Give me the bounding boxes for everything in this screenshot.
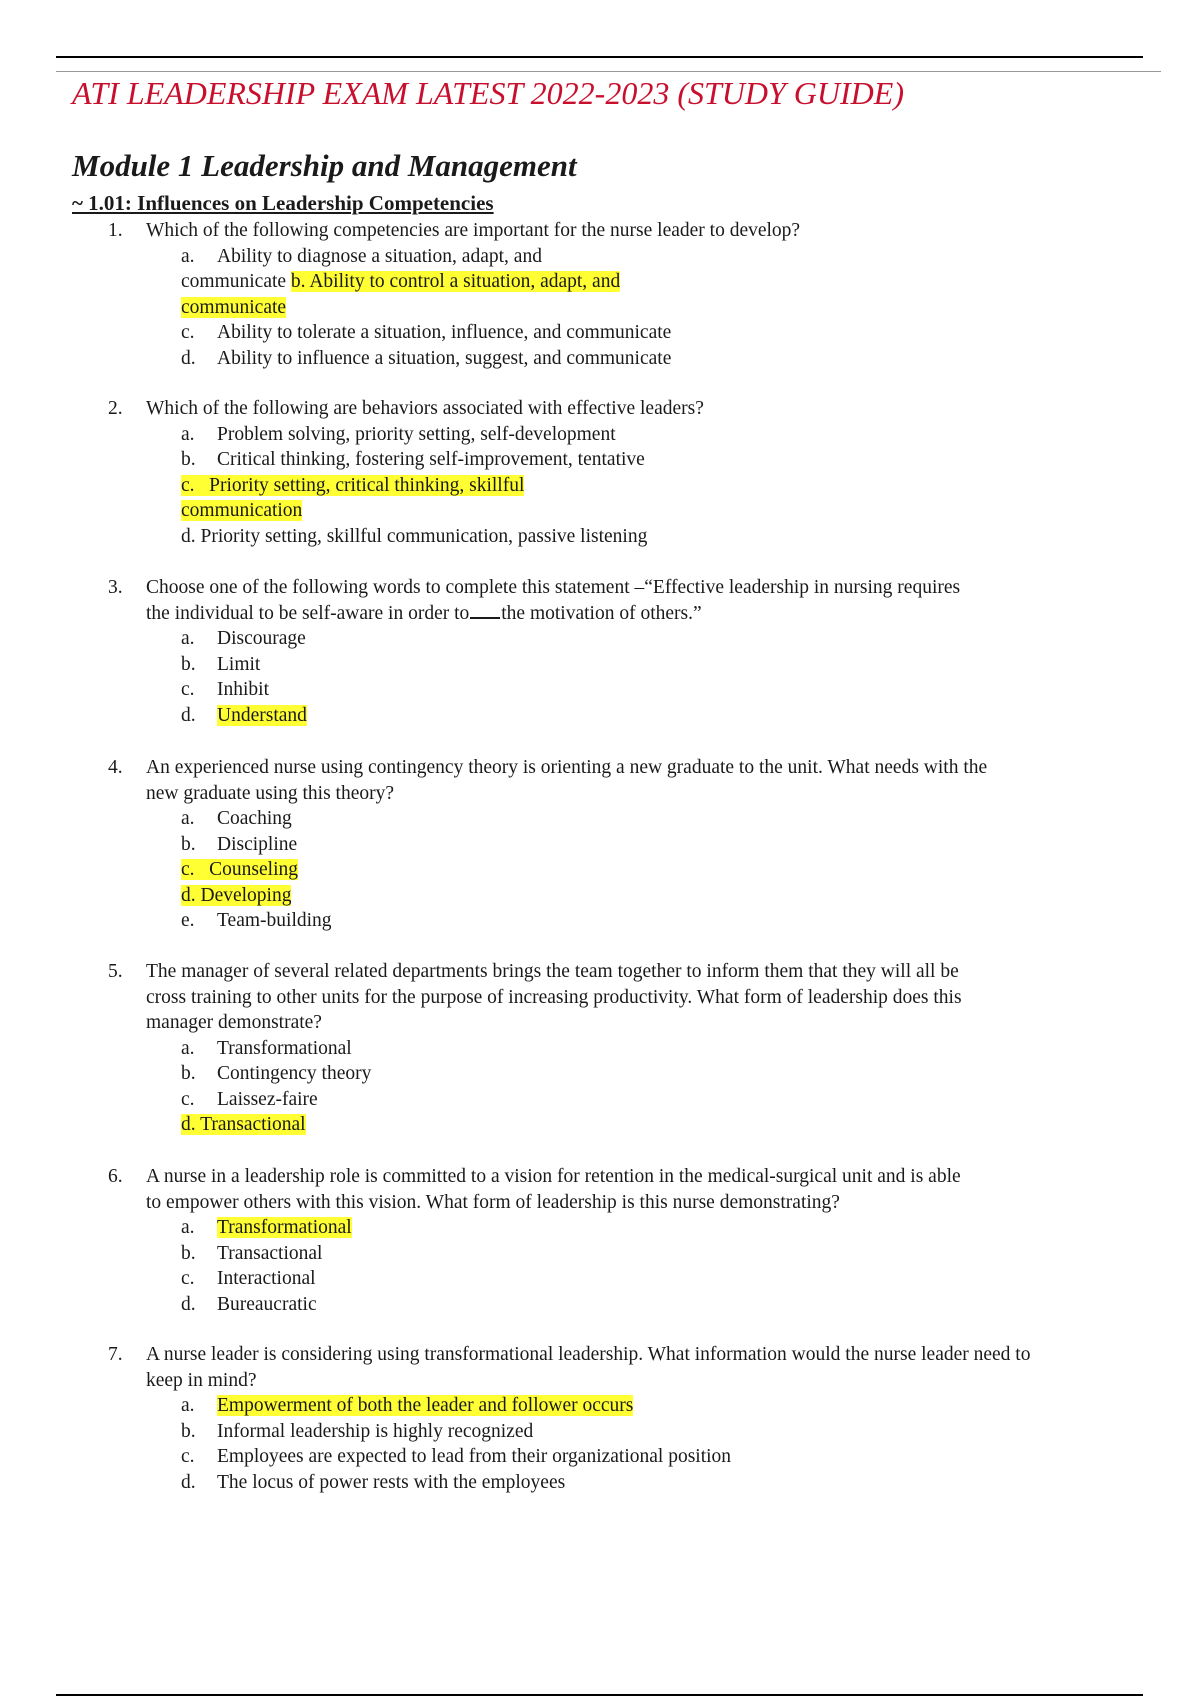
- option-a-continued: communicate b. Ability to control a situation, adapt, and: [181, 271, 621, 292]
- option-b: b. Discipline: [181, 833, 298, 855]
- option-a: a. Ability to diagnose a situation, adapt, and: [181, 245, 542, 267]
- question-5: 5. The manager of several related departments brings the team together to inform them that they will all be cross training to other units for the purpose of increasing productivity. What form of leadership does this manager demonstrate? a. Transformational b. Contingency theory c. Laissez-faire d. Transactional: [108, 959, 1158, 1138]
- option-d: d. Priority setting, skillful communication, passive listening: [181, 525, 648, 547]
- question-2: [108, 396, 1158, 549]
- option-c: c. Inhibit: [181, 679, 269, 700]
- option-c: c. Ability to tolerate a situation, influence, and communicate: [181, 322, 672, 343]
- question-stem: An experienced nurse using contingency theory is orienting a new graduate to the unit. What needs with the: [146, 757, 988, 778]
- question-number: 4.: [108, 757, 123, 778]
- option-c: c. Laissez-faire: [181, 1088, 318, 1110]
- option-b: b. Informal leadership is highly recognized: [181, 1420, 534, 1442]
- document-title: ATI LEADERSHIP EXAM LATEST 2022-2023 (STUDY GUIDE): [72, 75, 904, 111]
- option-a: a. Coaching: [181, 808, 292, 829]
- option-a-answer: a. Empowerment of both the leader and follower occurs: [181, 1395, 634, 1416]
- question-number: 2.: [108, 398, 123, 419]
- question-number: 1.: [108, 220, 123, 241]
- option-d: d. Ability to influence a situation, suggest, and communicate: [181, 347, 672, 369]
- question-stem: Which of the following are behaviors associated with effective leaders?: [146, 398, 704, 419]
- option-c-answer: c. Priority setting, critical thinking, skillful: [181, 474, 525, 496]
- option-b: b. Transactional: [181, 1242, 323, 1264]
- option-b: b. Limit: [181, 653, 261, 675]
- module-title: Module 1 Leadership and Management: [72, 148, 577, 183]
- question-6: 6. A nurse in a leadership role is committed to a vision for retention in the medical-surgical unit and is able to empower others with this vision. What form of leadership is this nurse demonstrating? a. Transformational b. Transactional c. Interactional d. Bureaucratic: [108, 1164, 1158, 1317]
- option-b-answer: b. Ability to control a situation, adapt, and: [290, 271, 621, 292]
- option-d: d. Bureaucratic: [181, 1293, 317, 1315]
- option-d-answer: d. Transactional: [181, 1114, 306, 1135]
- option-b-continued: communicate: [181, 296, 287, 318]
- question-7: 7. A nurse leader is considering using transformational leadership. What information would the nurse leader need to keep in mind? a. Empowerment of both the leader and follower occurs b. Informal leadership is highly recognized c. Employees are expected to lead from their organizational position d. The locus of power rests with the employees: [108, 1342, 1158, 1495]
- top-rule: [56, 56, 1143, 58]
- option-d-answer: d. Understand: [181, 704, 307, 726]
- question-stem: Choose one of the following words to complete this statement –“Effective leadership in nursing requires: [146, 577, 961, 598]
- option-c-answer: c. Counseling: [181, 859, 298, 880]
- option-a: a. Problem solving, priority setting, self-development: [181, 423, 616, 445]
- question-stem-line2: the individual to be self-aware in order to the motivation of others.”: [146, 602, 702, 624]
- question-stem: The manager of several related departments brings the team together to inform them that they will all be: [146, 961, 959, 982]
- option-c: c. Employees are expected to lead from their organizational position: [181, 1446, 732, 1467]
- question-number: 3.: [108, 577, 123, 598]
- option-d: d. The locus of power rests with the employees: [181, 1471, 566, 1493]
- question-4: 4. An experienced nurse using contingency theory is orienting a new graduate to the unit. What needs with the new graduate using this theory? a. Coaching b. Discipline c. Counseling d. Developing e. Team-building: [108, 755, 1158, 934]
- option-a-answer: a. Transformational: [181, 1217, 352, 1238]
- question-stem: A nurse in a leadership role is committed to a vision for retention in the medical-surgical unit and is able: [146, 1166, 961, 1187]
- option-c-continued: communication: [181, 500, 303, 521]
- option-a: a. Transformational: [181, 1037, 352, 1059]
- fill-in-blank: [470, 601, 500, 619]
- question-1: [108, 218, 1158, 371]
- question-number: 7.: [108, 1344, 123, 1365]
- option-d-answer: d. Developing: [181, 884, 292, 906]
- question-stem: A nurse leader is considering using transformational leadership. What information would the nurse leader need to: [146, 1344, 1031, 1365]
- option-b: b. Contingency theory: [181, 1063, 372, 1084]
- question-number: 5.: [108, 961, 123, 982]
- question-number: 6.: [108, 1166, 123, 1187]
- bottom-rule: [56, 1694, 1143, 1696]
- question-3: [108, 575, 1158, 728]
- option-b: b. Critical thinking, fostering self-improvement, tentative: [181, 449, 645, 470]
- option-c: c. Interactional: [181, 1268, 316, 1289]
- section-title: ~ 1.01: Influences on Leadership Competencies: [72, 191, 494, 215]
- question-stem: Which of the following competencies are important for the nurse leader to develop?: [146, 220, 801, 241]
- option-e: e. Team-building: [181, 910, 332, 931]
- option-a: a. Discourage: [181, 628, 306, 649]
